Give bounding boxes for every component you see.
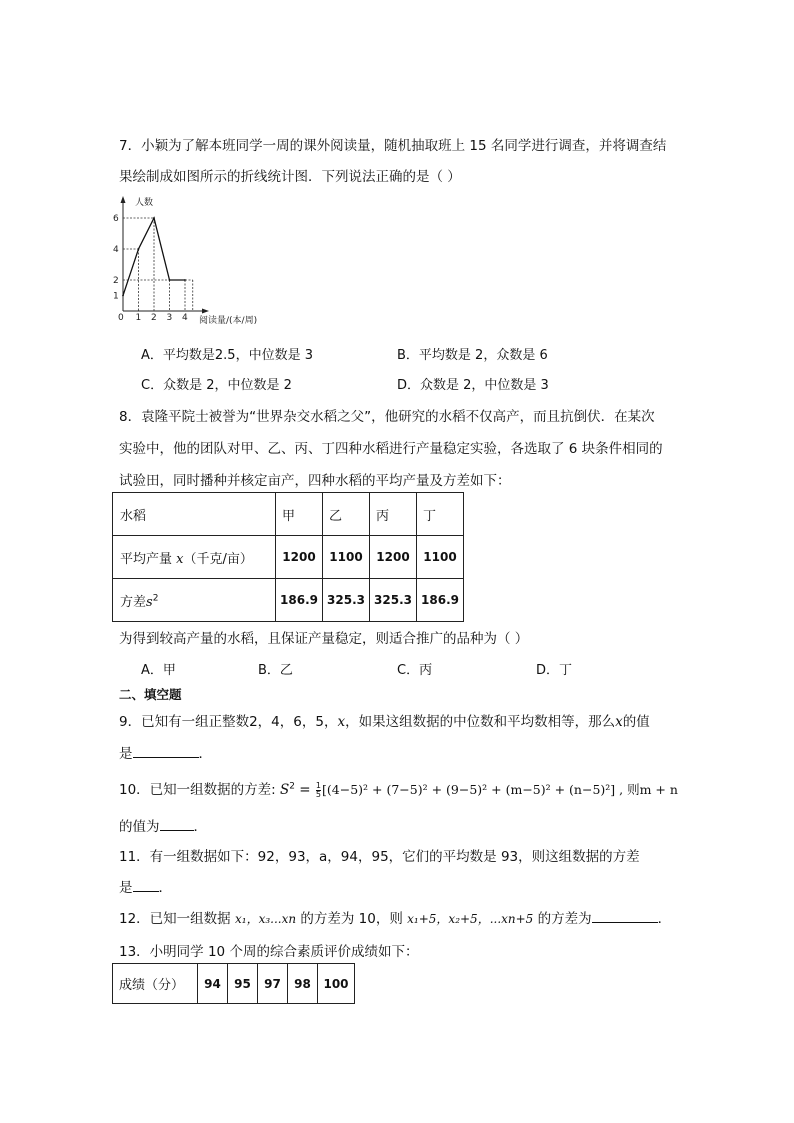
data-point (138, 248, 140, 250)
q12-post: 的方差为 (533, 911, 592, 927)
q9-answer-blank[interactable] (133, 745, 199, 758)
q8-option-a: A．甲 (141, 663, 176, 678)
q13-cell: 98 (288, 964, 318, 1004)
avg-label-var: x (176, 551, 184, 567)
q12-line (119, 907, 671, 927)
q9-post: 的值 (622, 714, 650, 730)
q12-vars1: x₁，x₃...xn (234, 912, 297, 926)
q10-line1 (119, 778, 678, 799)
q8-table-row-average (113, 536, 464, 579)
data-point (169, 279, 171, 281)
q8-option-d: D．丁 (536, 663, 573, 678)
q13-label-cell: 成绩（分） (113, 964, 198, 1004)
q7-line-chart (112, 195, 312, 330)
x-axis-arrow (202, 309, 209, 314)
y-tick-label: 6 (113, 214, 119, 224)
q8-cell: 1200 (370, 536, 417, 579)
avg-label-pre: 平均产量 (120, 551, 177, 567)
q8-text-line2: 实验中，他的团队对甲、乙、丙、丁四种水稻进行产量稳定实验，各选取了 6 块条件相同的 (119, 441, 663, 457)
q7-option-b: B．平均数是 2，众数是 6 (397, 348, 548, 363)
q8-option-b: B．乙 (258, 663, 293, 678)
q8-cell: 1100 (323, 536, 370, 579)
q8-row-label (113, 579, 276, 622)
q12-pre: 12．已知一组数据 (119, 911, 235, 927)
q12-end: ． (657, 911, 672, 927)
q10-fraction (316, 782, 321, 799)
q10-suffix: , 则m + n (615, 782, 678, 797)
q13-cell: 100 (318, 964, 355, 1004)
q8-header-cell: 丙 (370, 493, 417, 536)
q8-cell: 186.9 (417, 579, 464, 622)
q8-cell: 1100 (417, 536, 464, 579)
q9-line2 (119, 742, 212, 762)
q7-text-line1: 7．小颖为了解本班同学一周的课外阅读量，随机抽取班上 15 名同学进行调查，并将调查结 (119, 138, 667, 154)
y-axis-arrow (121, 196, 126, 203)
q9-pre: 9．已知有一组正整数 (119, 714, 250, 730)
data-point (153, 217, 155, 219)
q8-cell: 325.3 (370, 579, 417, 622)
q11-line2 (119, 876, 172, 896)
q12-mid: 的方差为 10，则 (296, 911, 408, 927)
x-tick-label: 2 (151, 313, 157, 323)
q13-cell: 94 (198, 964, 228, 1004)
q9-line1 (119, 710, 650, 730)
q8-option-c: C．丙 (397, 663, 433, 678)
avg-label-post: （千克/亩） (183, 551, 253, 567)
q8-rice-table (112, 492, 464, 622)
q10-prefix: 10．已知一组数据的方差: (119, 782, 281, 798)
y-tick-label: 1 (113, 291, 119, 302)
q9-var-x2: x (615, 714, 623, 730)
q7-option-a: A．平均数是2.5，中位数是 3 (141, 348, 313, 363)
q9-line2-pre: 是 (119, 746, 133, 762)
origin-label: 0 (118, 313, 124, 323)
q10-line2-pre: 的值为 (119, 819, 160, 835)
q8-cell: 186.9 (276, 579, 323, 622)
q11-line2-pre: 是 (119, 880, 133, 896)
section-title: 二、填空题 (119, 687, 182, 702)
q8-header-cell: 甲 (276, 493, 323, 536)
var-exponent: 2 (152, 593, 159, 604)
q10-eq: = (295, 782, 315, 798)
q10-frac-den: 5 (315, 789, 322, 799)
q7-option-d: D．众数是 2，中位数是 3 (397, 378, 549, 393)
q13-cell: 97 (258, 964, 288, 1004)
x-tick-label: 4 (182, 313, 188, 323)
data-point (122, 295, 124, 297)
q13-score-table (112, 963, 355, 1004)
q11-line2-post: ． (158, 880, 172, 896)
q9-mid: ，如果这组数据的中位数和平均数相等，那么 (345, 714, 616, 730)
q8-cell: 1200 (276, 536, 323, 579)
q12-answer-blank[interactable] (592, 910, 658, 923)
var-symbol: s (146, 594, 153, 610)
data-point (184, 279, 186, 281)
q7-text-line2: 果绘制成如图所示的折线统计图．下列说法正确的是（ ） (119, 169, 461, 185)
q10-formula-body: [(4−5)² + (7−5)² + (9−5)² + (m−5)² + (n−5)²] (322, 782, 616, 797)
var-label: 方差 (120, 594, 147, 610)
q10-frac-num: 1 (315, 780, 322, 790)
x-tick-label: 3 (166, 313, 173, 323)
q8-row-label (113, 536, 276, 579)
q10-S-exp: 2 (289, 781, 296, 792)
q8-table-row-variance (113, 579, 464, 622)
q11-answer-blank[interactable] (133, 879, 159, 892)
q13-table-row (113, 964, 355, 1004)
q10-S: S (280, 782, 290, 798)
q10-line2 (119, 815, 207, 835)
y-axis-label: 人数 (135, 198, 154, 208)
q8-question: 为得到较高产量的水稻，且保证产量稳定，则适合推广的品种为（ ） (119, 631, 529, 647)
q9-var-x: x (337, 714, 346, 730)
q7-option-c: C．众数是 2，中位数是 2 (141, 378, 292, 393)
q13-cell: 95 (228, 964, 258, 1004)
q11-line1: 11．有一组数据如下：92，93，a，94，95，它们的平均数是 93，则这组数据的方差 (119, 849, 640, 865)
q10-answer-blank[interactable] (160, 818, 194, 831)
q9-line2-post: ． (198, 746, 212, 762)
q9-numbers: 2，4，6，5， (249, 714, 338, 730)
y-tick-label: 4 (113, 245, 119, 255)
q8-text-line3: 试验田，同时播种并核定亩产，四种水稻的平均产量及方差如下： (119, 473, 511, 489)
x-tick-label: 1 (135, 313, 142, 323)
q8-text-line1: 8．袁隆平院士被誉为“世界杂交水稻之父”，他研究的水稻不仅高产，而且抗倒伏．在某次 (119, 409, 655, 425)
q13-line1: 13．小明同学 10 个周的综合素质评价成绩如下： (119, 944, 419, 960)
q12-vars2: x₁+5，x₂+5，...xn+5 (407, 912, 534, 926)
x-axis-label: 阅读量/(本/周) (199, 316, 258, 326)
q8-cell: 325.3 (323, 579, 370, 622)
y-tick-label: 2 (113, 276, 119, 286)
q8-header-cell: 丁 (417, 493, 464, 536)
q8-header-cell: 水稻 (113, 493, 276, 536)
q8-table-header-row (113, 493, 464, 536)
q10-line2-post: ． (193, 819, 207, 835)
q8-header-cell: 乙 (323, 493, 370, 536)
